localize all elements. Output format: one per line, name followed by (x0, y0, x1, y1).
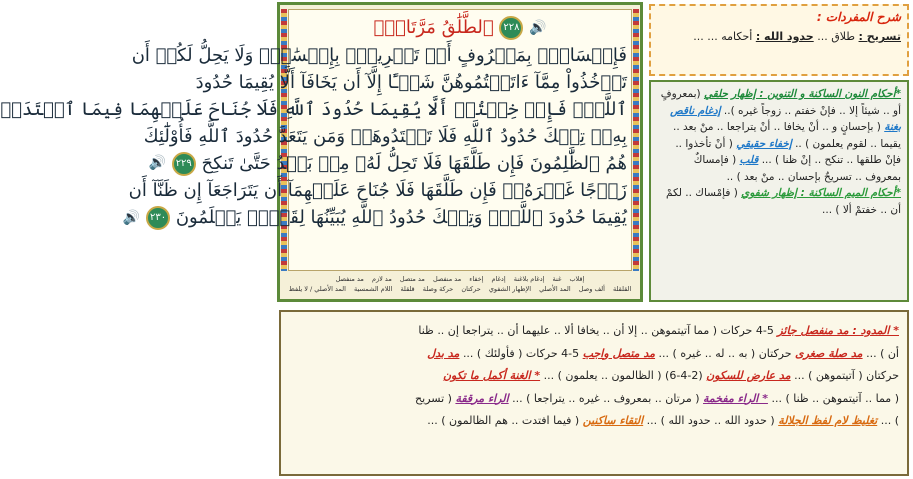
quran-line-text: تَأۡخُذُواْ مِمَّآ ءَاتَيۡتُمُوهُنَّ شَيۡـًٔا إِلَّآ أَن يَخَافَآ أَلَّا يُقِيمَا حُدُودَ (195, 71, 627, 93)
madd-line (289, 365, 899, 388)
quran-line (122, 204, 631, 232)
vocab-definition: طلاق ... (817, 30, 856, 43)
rule-heading: حلقي (703, 88, 728, 100)
quran-line-text: ٱللَّهِۖ فَإِنۡ خِفۡتُمۡ أَلَّا يُقِيمَا حُدُودَ ٱللَّهِ فَلَا جُنَاحَ عَلَيۡهِمَا فِيمَا ٱفۡتَدَتۡ (0, 98, 627, 120)
madd-heading: تغليظ لام لفظ الجلالة (778, 414, 878, 427)
vocabulary-row (657, 28, 901, 46)
madd-rules-box (279, 310, 909, 476)
legend-item: غنة (552, 275, 562, 283)
vocab-term: تسريح : (858, 30, 901, 43)
rule-heading: إدغام ناقص بغنة (670, 104, 901, 133)
legend-item: إقلاب (569, 275, 585, 283)
tajweed-color-legend (284, 274, 636, 296)
madd-example: ) ... (880, 414, 899, 427)
legend-item: حركتان (461, 285, 481, 293)
quran-line (195, 69, 631, 96)
madd-heading: * الراء مفخمة (703, 391, 768, 405)
ayah-number-badge: ٢٢٨ (499, 16, 523, 40)
quran-text-area (0, 9, 632, 271)
legend-item: حركة وصلة (422, 285, 454, 293)
quran-line (131, 42, 631, 69)
madd-heading: مد متصل واجب (582, 346, 656, 360)
legend-item: مد لازم (371, 275, 392, 283)
rule-heading: إخفاء حقيقي (736, 137, 792, 150)
madd-example: ( حدود الله .. حدود الله ) ... (646, 414, 775, 427)
legend-item: الإظهار الشفوي (488, 285, 532, 293)
madd-example: 5-4 حركات ( مما آتيتموهن .. إلا أن .. يخافا ألا .. عليهما أن .. يتراجعا إن .. ظنا (418, 324, 774, 337)
madd-example: ( مرتان .. بمعروف .. غيره .. يتراجعا ) ... (512, 391, 700, 405)
madd-line (289, 388, 899, 411)
legend-item: إدغام بلاغنة (513, 275, 545, 283)
legend-item: مد منفصل (335, 275, 364, 283)
speaker-icon[interactable]: 🔊 (122, 209, 141, 226)
vocabulary-box (649, 4, 909, 76)
madd-example: ( فيما افتدت .. هم الظالمون ) ... (427, 414, 580, 427)
legend-item: إدغام (491, 275, 506, 283)
quran-line (128, 177, 631, 204)
quran-line-text: زَوۡجًا غَيۡرَهُۥۗ فَإِن طَلَّقَهَا فَلَا جُنَاحَ عَلَيۡهِمَآ أَن يَتَرَاجَعَآ إِن ظَنَّآ أَن (128, 180, 627, 201)
madd-example: حركتان ( به .. له .. غيره ) ... (658, 346, 792, 360)
quran-line-text: هُمُ ٱلظَّٰلِمُونَ فَإِن طَلَّقَهَا فَلَا تَحِلُّ لَهُۥ مِنۢ بَعۡدُ حَتَّىٰ تَنكِحَ (201, 152, 627, 174)
madd-heading: مد صلة صغرى (795, 346, 863, 360)
legend-item: مد منفصل (432, 275, 462, 283)
madd-heading: مد عارض للسكون (706, 369, 791, 382)
tajweed-rules-box (649, 80, 909, 302)
legend-item: ألف وصل (578, 285, 605, 293)
rule-example: ( فإمْساك .. لكمْ أن .. خفتمْ ألا ) ... (665, 187, 901, 216)
legend-item: إخفاء (469, 275, 484, 283)
vocab-ellipsis: ... (693, 30, 704, 43)
madd-heading: التقاء ساكنين (582, 414, 644, 427)
rule-heading: قلب (739, 154, 759, 166)
ornament-border-right (633, 9, 639, 271)
madd-line (289, 410, 899, 433)
vocabulary-title: شرح المفردات : (816, 10, 901, 24)
rule-example: ( بإحسانٍ و .. أنْ يخافا .. أنْ يتراجعا .. منْ بعد .. يقيما .. لقوم يعلمون ) .. (673, 121, 901, 150)
ayah-number-badge: ٢٣٠ (146, 206, 170, 230)
madd-heading: مد بدل (427, 346, 460, 360)
madd-example: 5-4 حركات ( فأولئك ) ... (462, 346, 580, 360)
legend-item: اللام الشمسية (354, 285, 393, 293)
legend-item: القلقلة (613, 285, 632, 293)
madd-line (289, 343, 899, 366)
madd-example: ( مما .. آتيتموهن .. ظنا ) ... (771, 391, 899, 405)
legend-item: المد الأصلي (539, 285, 571, 293)
madd-heading: الراء مرققة (455, 391, 509, 405)
madd-line (289, 320, 899, 343)
mushaf-page (0, 2, 643, 302)
madd-heading: * الغنة أكمل ما تكون (442, 369, 541, 382)
quran-line-text: ٱلطَّلَٰقُ مَرَّتَانِۖ (373, 17, 494, 38)
rule-heading: *أحكام الميم الساكنة : إظهار شفوي (741, 187, 901, 199)
ayah-number-badge: ٢٢٩ (172, 152, 196, 176)
madd-example: (2-4-6) ( الظالمون .. يعلمون ) ... (543, 369, 703, 382)
quran-line-text: يُقِيمَا حُدُودَ ٱللَّهِۗ وَتِلۡكَ حُدُودُ ٱللَّهِ يُبَيِّنُهَا لِقَوۡمٖ يَعۡلَمُونَ (175, 207, 627, 228)
quran-line (289, 14, 631, 42)
speaker-icon[interactable]: 🔊 (148, 155, 167, 171)
quran-line-text: فَإِمۡسَاكُۢ بِمَعۡرُوفٍ أَوۡ تَسۡرِيحُۢ بِإِحۡسَٰنٖۗ وَلَا يَحِلُّ لَكُمۡ أَن (131, 44, 627, 66)
vocab-definition: أحكامه ... (707, 30, 753, 43)
madd-example: حركتان ( آتيتموهن ) ... (794, 369, 899, 382)
legend-item: قلقلة (400, 285, 415, 293)
legend-item: المد الأصلي / لا يلفظ (288, 285, 346, 293)
rule-example: ( فإمساكٌ بمعروف .. تسريحٌ بإحسان .. منْ بعد ) .. (693, 154, 901, 183)
speaker-icon[interactable]: 🔊 (529, 19, 547, 36)
rule-example: (بمعروفٍ أو .. شيئاً إلا .. فإنْ خفتم .. زوجاً غيره ).. (660, 88, 901, 117)
rule-heading: *أحكام النون الساكنة و التنوين : إظهار (731, 88, 901, 100)
rule-example: ( أنْ تأخذوا .. فإنْ طلقها .. تنكح .. إنْ ظنا ) ... (675, 137, 901, 166)
legend-item: مد متصل (399, 275, 425, 283)
madd-example: ( تسريح (415, 391, 452, 405)
vocab-term: حدود الله : (755, 30, 814, 43)
quran-line (148, 150, 631, 178)
quran-line (143, 123, 631, 150)
madd-example: أن ) ... (866, 346, 899, 360)
madd-heading: * المدود : مد منفصل جائز (777, 324, 899, 337)
quran-line (0, 96, 631, 123)
quran-line-text: بِهِۦۗ تِلۡكَ حُدُودُ ٱللَّهِ فَلَا تَعۡتَدُوهَاۚ وَمَن يَتَعَدَّ حُدُودَ ٱللَّهِ فَأُوْلَٰٓئِكَ (143, 125, 627, 147)
